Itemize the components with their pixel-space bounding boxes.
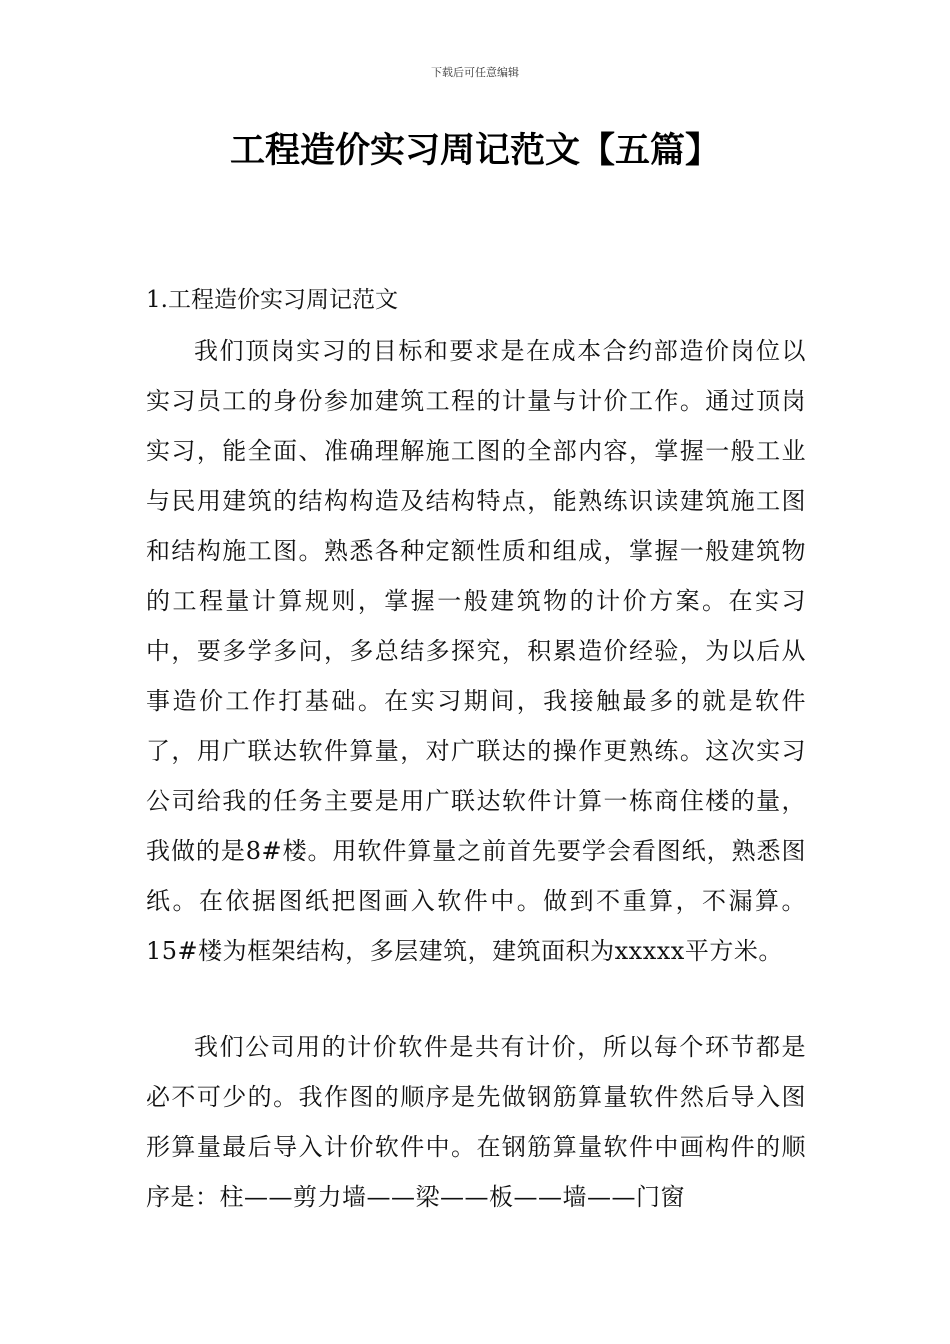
body-paragraph-2: 我们公司用的计价软件是共有计价，所以每个环节都是必不可少的。我作图的顺序是先做钢筋算量软件然后导入图形算量最后导入计价软件中。在钢筋算量软件中画构件的顺序是：柱——剪力墙——梁——板——墙——门窗	[146, 1033, 806, 1211]
header-note: 下载后可任意编辑	[431, 66, 519, 79]
document-title: 工程造价实习周记范文【五篇】	[229, 130, 720, 171]
section-heading: 1.工程造价实习周记范文	[146, 287, 398, 313]
body-paragraph-1: 我们顶岗实习的目标和要求是在成本合约部造价岗位以实习员工的身份参加建筑工程的计量与计价工作。通过顶岗实习，能全面、准确理解施工图的全部内容，掌握一般工业与民用建筑的结构构造及结构特点，能熟练识读建筑施工图和结构施工图。熟悉各种定额性质和组成，掌握一般建筑物的工程量计算规则，掌握一般建筑物的计价方案。在实习中，要多学多问，多总结多探究，积累造价经验，为以后从事造价工作打基础。在实习期间，我接触最多的就是软件了，用广联达软件算量，对广联达的操作更熟练。这次实习公司给我的任务主要是用广联达软件计算一栋商住楼的量，我做的是8#楼。用软件算量之前首先要学会看图纸，熟悉图纸。在依据图纸把图画入软件中。做到不重算，不漏算。15#楼为框架结构，多层建筑，建筑面积为xxxxx平方米。	[146, 337, 806, 965]
